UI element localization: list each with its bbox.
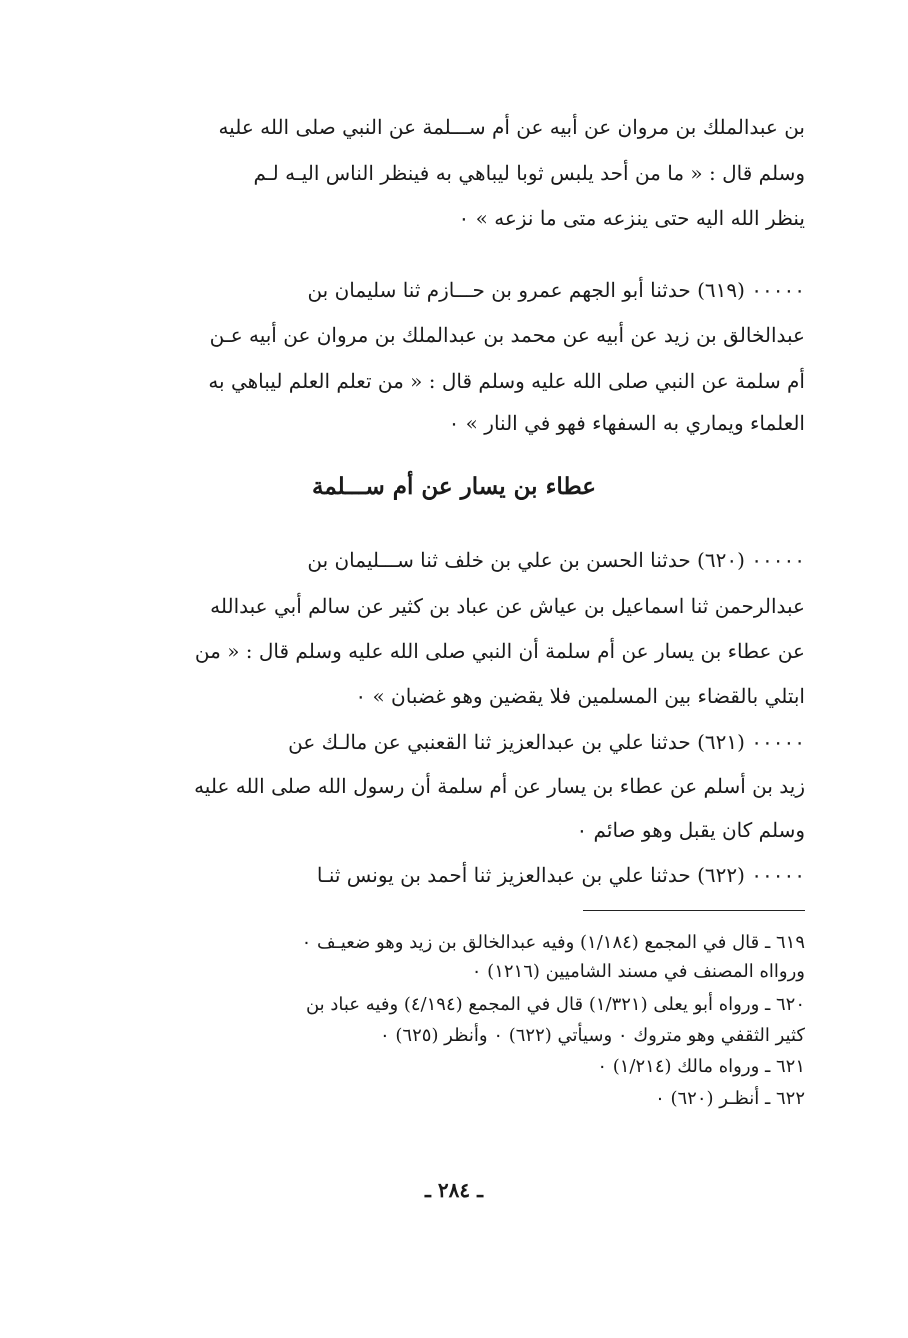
text-line: ينظر الله اليه حتى ينزعه متى ما نزعه » ٠ [458,206,805,230]
section-heading: عطاء بن يسار عن أم ســـلمة [312,473,596,500]
text-line: زيد بن أسلم عن عطاء بن يسار عن أم سلمة أن رسول الله صلى الله عليه [194,774,805,798]
text-line: ٠٠٠٠٠ (٦٢٠) حدثنا الحسن بن علي بن خلف ثنا ســـليمان بن [307,548,805,572]
text-line: ابتلي بالقضاء بين المسلمين فلا يقضين وهو غضبان » ٠ [355,684,805,708]
page-number: ـ ٢٨٤ ـ [425,1178,483,1202]
text-line: بن عبدالملك بن مروان عن أبيه عن أم ســـلمة عن النبي صلى الله عليه [218,115,805,139]
text-line: أم سلمة عن النبي صلى الله عليه وسلم قال : « من تعلم العلم ليباهي به [208,369,805,393]
footnote-line: ٦٢٠ ـ ورواه أبو يعلى (١/٣٢١) قال في المجمع (٤/١٩٤) وفيه عباد بن [305,994,805,1015]
footnote-separator [583,910,805,911]
text-line: عن عطاء بن يسار عن أم سلمة أن النبي صلى الله عليه وسلم قال : « من [194,639,805,663]
footnote-line: ٦١٩ ـ قال في المجمع (١/١٨٤) وفيه عبدالخالق بن زيد وهو ضعيـف ٠ [301,932,805,953]
footnote-line: ٦٢١ ـ ورواه مالك (١/٢١٤) ٠ [597,1056,805,1077]
text-line: عبدالرحمن ثنا اسماعيل بن عياش عن عباد بن كثير عن سالم أبي عبدالله [210,594,805,618]
text-line: وسلم كان يقبل وهو صائم ٠ [576,818,805,842]
text-line: ٠٠٠٠٠ (٦١٩) حدثنا أبو الجهم عمرو بن حـــازم ثنا سليمان بن [307,278,805,302]
footnote-line: وروااه المصنف في مسند الشاميين (١٢١٦) ٠ [471,961,805,982]
text-line: ٠٠٠٠٠ (٦٢٢) حدثنا علي بن عبدالعزيز ثنا أحمد بن يونس ثنـا [316,863,805,887]
text-line: ٠٠٠٠٠ (٦٢١) حدثنا علي بن عبدالعزيز ثنا القعنبي عن مالـك عن [288,730,805,754]
footnote-line: كثير الثقفي وهو متروك ٠ وسيأتي (٦٢٢) ٠ وأنظر (٦٢٥) ٠ [380,1025,805,1046]
text-line: وسلم قال : « ما من أحد يلبس ثوبا ليباهي به فينظر الناس اليـه لـم [253,161,805,185]
text-line: العلماء ويماري به السفهاء فهو في النار » ٠ [448,411,805,435]
text-line: عبدالخالق بن زيد عن أبيه عن محمد بن عبدالملك بن مروان عن أبيه عـن [209,323,805,347]
footnote-line: ٦٢٢ ـ أنظـر (٦٢٠) ٠ [655,1088,805,1109]
